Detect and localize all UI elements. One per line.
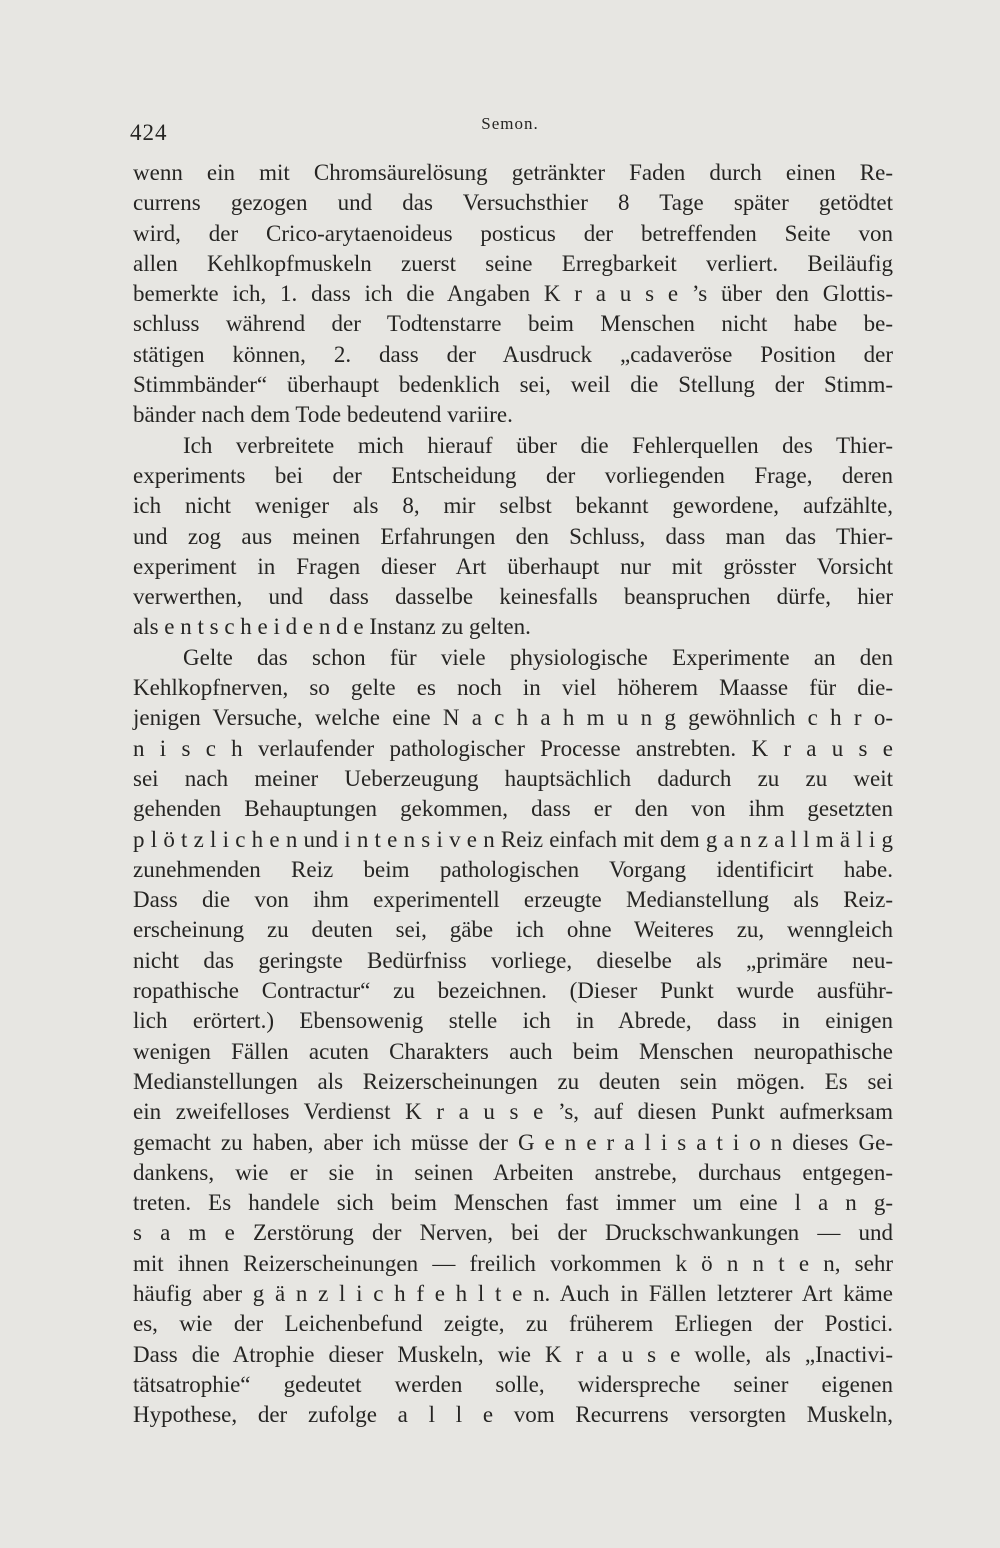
text-line: Stimmbänder“ überhaupt bedenklich sei, weil die Stellung der Stimm- (133, 372, 893, 398)
text-line: currens gezogen und das Versuchsthier 8 Tage später getödtet (133, 190, 893, 216)
text-line: Dass die Atrophie dieser Muskeln, wie K r a u s e wolle, als „Inactivi- (133, 1341, 893, 1367)
text-line: bemerkte ich, 1. dass ich die Angaben K r a u s e ’s über den Glottis- (133, 281, 893, 307)
text-line: ropathische Contractur“ zu bezeichnen. (Dieser Punkt wurde ausführ- (133, 978, 893, 1004)
text-line: gemacht zu haben, aber ich müsse der G e n e r a l i s a t i o n dieses Ge- (133, 1129, 893, 1155)
text-line: gehenden Behauptungen gekommen, dass er den von ihm gesetzten (133, 796, 893, 822)
text-line: häufig aber g ä n z l i c h f e h l t e n. Auch in Fällen letzterer Art käme (133, 1280, 893, 1306)
text-line: sei nach meiner Ueberzeugung hauptsächlich dadurch zu zu weit (133, 765, 893, 791)
text-line: experiment in Fragen dieser Art überhaupt nur mit grösster Vorsicht (133, 553, 893, 579)
text-line: experiments bei der Entscheidung der vorliegenden Frage, deren (133, 462, 893, 488)
text-line: wenigen Fällen acuten Charakters auch beim Menschen neuropathische (133, 1038, 893, 1064)
text-line: Ich verbreitete mich hierauf über die Fehlerquellen des Thier- (183, 432, 893, 458)
text-line: tätsatrophie“ gedeutet werden solle, widerspreche seiner eigenen (133, 1371, 893, 1397)
text-line: Hypothese, der zufolge a l l e vom Recurrens versorgten Muskeln, (133, 1402, 893, 1428)
text-line: jenigen Versuche, welche eine N a c h a h m u n g gewöhnlich c h r o- (133, 705, 893, 731)
text-line: nicht das geringste Bedürfniss vorliege, dieselbe als „primäre neu- (133, 947, 893, 973)
text-line: wenn ein mit Chromsäurelösung getränkter Faden durch einen Re- (133, 160, 893, 185)
text-line: stätigen können, 2. dass der Ausdruck „cadaveröse Position der (133, 341, 893, 367)
text-line: treten. Es handele sich beim Menschen fast immer um eine l a n g- (133, 1190, 893, 1216)
text-line: s a m e Zerstörung der Nerven, bei der Druckschwankungen — und (133, 1220, 893, 1246)
text-line: zunehmenden Reiz beim pathologischen Vorgang identificirt habe. (133, 856, 893, 882)
text-line: allen Kehlkopfmuskeln zuerst seine Erregbarkeit verliert. Beiläufig (133, 250, 893, 276)
text-line: erscheinung zu deuten sei, gäbe ich ohne Weiteres zu, wenngleich (133, 917, 893, 943)
text-line: dankens, wie er sie in seinen Arbeiten anstrebe, durchaus entgegen- (133, 1159, 893, 1185)
page-number: 424 (130, 120, 168, 145)
text-line: mit ihnen Reizerscheinungen — freilich vorkommen k ö n n t e n, sehr (133, 1250, 893, 1276)
body-text (133, 158, 893, 1430)
text-line: verwerthen, und dass dasselbe keinesfalls beanspruchen dürfe, hier (133, 584, 893, 610)
text-line: wird, der Crico-arytaenoideus posticus der betreffenden Seite von (133, 220, 893, 246)
text-line: bänder nach dem Tode bedeutend variire. (133, 402, 513, 428)
text-line: als e n t s c h e i d e n d e Instanz zu gelten. (133, 614, 531, 640)
text-line: Gelte das schon für viele physiologische Experimente an den (183, 644, 893, 670)
text-line: Kehlkopfnerven, so gelte es noch in viel höherem Maasse für die- (133, 675, 893, 701)
text-line: lich erörtert.) Ebensowenig stelle ich in Abrede, dass in einigen (133, 1008, 893, 1034)
text-line: schluss während der Todtenstarre beim Menschen nicht habe be- (133, 311, 893, 337)
running-head: Semon. (481, 114, 539, 133)
text-line: ein zweifelloses Verdienst K r a u s e ’s, auf diesen Punkt aufmerksam (133, 1099, 893, 1125)
text-line: ich nicht weniger als 8, mir selbst bekannt gewordene, aufzählte, (133, 493, 893, 519)
text-line: es, wie der Leichenbefund zeigte, zu früherem Erliegen der Postici. (133, 1311, 893, 1337)
page-header (130, 108, 890, 148)
text-line: n i s c h verlaufender pathologischer Processe anstrebten. K r a u s e (133, 735, 893, 761)
text-line: Dass die von ihm experimentell erzeugte Medianstellung als Reiz- (133, 887, 893, 913)
text-line: Medianstellungen als Reizerscheinungen zu deuten sein mögen. Es sei (133, 1068, 893, 1094)
text-line: p l ö t z l i c h e n und i n t e n s i v e n Reiz einfach mit dem g a n z a l l m ä l i g (133, 826, 893, 852)
text-line: und zog aus meinen Erfahrungen den Schluss, dass man das Thier- (133, 523, 893, 549)
